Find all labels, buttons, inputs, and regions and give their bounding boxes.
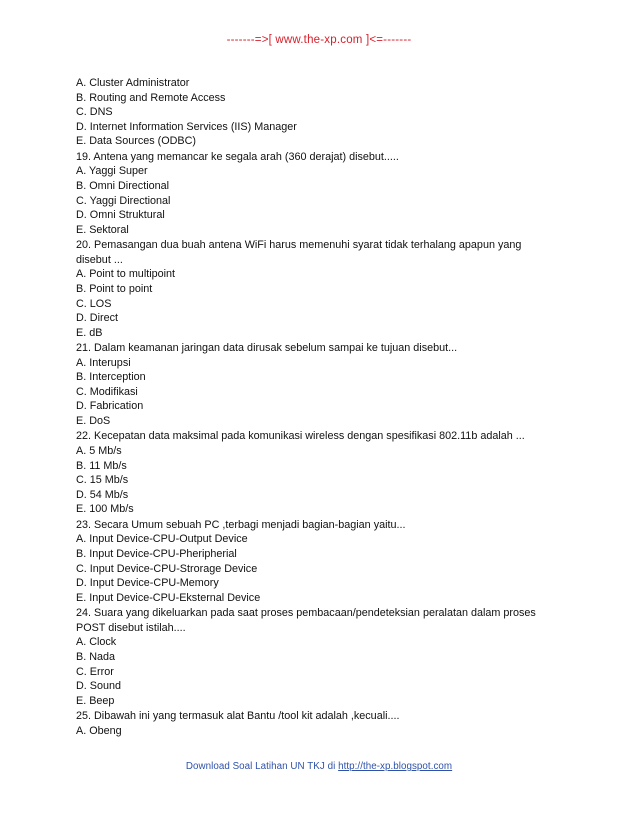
option-a: A. Point to multipoint [76,268,176,281]
option-a: A. Input Device-CPU-Output Device [76,533,248,546]
option-e: E. Beep [76,694,115,707]
option-a: A. Obeng [76,724,122,737]
question-text: 21. Dalam keamanan jaringan data dirusak sebelum sampai ke tujuan disebut... [76,342,458,355]
question-text: 23. Secara Umum sebuah PC ,terbagi menjadi bagian-bagian yaitu... [76,518,406,531]
question-block [76,150,546,238]
option-c: C. Modifikasi [76,385,138,398]
option-d: D. 54 Mb/s [76,488,129,501]
question-text: 20. Pemasangan dua buah antena WiFi harus memenuhi syarat tidak terhalang apapun yang disebut ... [76,239,522,266]
option-c: C. Yaggi Directional [76,194,171,207]
option-b: B. 11 Mb/s [76,459,127,472]
option-c: C. Input Device-CPU-Strorage Device [76,562,258,575]
question-block [76,341,546,429]
option-a: A. Cluster Administrator [76,77,190,89]
option-b: B. Routing and Remote Access [76,91,226,104]
option-d: D. Fabrication [76,400,144,413]
option-a: A. Interupsi [76,356,131,369]
question-block [76,76,546,149]
document-content [76,76,546,739]
option-b: B. Point to point [76,282,153,295]
option-a: A. 5 Mb/s [76,445,122,458]
option-e: E. dB [76,326,103,339]
option-d: D. Input Device-CPU-Memory [76,577,219,590]
option-b: B. Omni Directional [76,179,170,192]
option-b: B. Nada [76,650,116,663]
question-text: 22. Kecepatan data maksimal pada komunikasi wireless dengan spesifikasi 802.11b adalah ... [76,430,525,443]
option-c: C. Error [76,665,114,678]
option-c: C. DNS [76,106,113,119]
option-b: B. Interception [76,371,146,384]
option-a: A. Clock [76,636,117,649]
question-text: 24. Suara yang dikeluarkan pada saat proses pembacaan/pendeteksian peralatan dalam proses POST disebut istilah.... [76,607,536,634]
question-text: 25. Dibawah ini yang termasuk alat Bantu /tool kit adalah ,kecuali.... [76,710,400,723]
page-footer [0,761,638,772]
option-d: D. Omni Struktural [76,209,165,222]
option-e: E. Input Device-CPU-Eksternal Device [76,591,261,604]
question-block [76,429,546,517]
option-c: C. 15 Mb/s [76,474,129,487]
option-e: E. DoS [76,415,111,428]
question-block [76,518,546,606]
option-e: E. 100 Mb/s [76,503,134,516]
question-block [76,709,546,738]
question-block [76,606,546,708]
question-text: 19. Antena yang memancar ke segala arah (360 derajat) disebut..... [76,150,399,163]
option-d: D. Internet Information Services (IIS) Manager [76,120,297,133]
option-a: A. Yaggi Super [76,165,148,178]
footer-prefix: Download Soal Latihan UN TKJ di [185,761,339,772]
option-e: E. Data Sources (ODBC) [76,135,196,148]
option-e: E. Sektoral [76,223,129,236]
question-block [76,238,546,340]
option-d: D. Direct [76,312,118,325]
footer-link[interactable]: http://the-xp.blogspot.com [338,761,453,772]
option-b: B. Input Device-CPU-Pheripherial [76,547,237,560]
option-c: C. LOS [76,297,112,310]
page-header: -------=>[ www.the-xp.com ]<=------- [226,34,412,46]
option-d: D. Sound [76,680,122,693]
